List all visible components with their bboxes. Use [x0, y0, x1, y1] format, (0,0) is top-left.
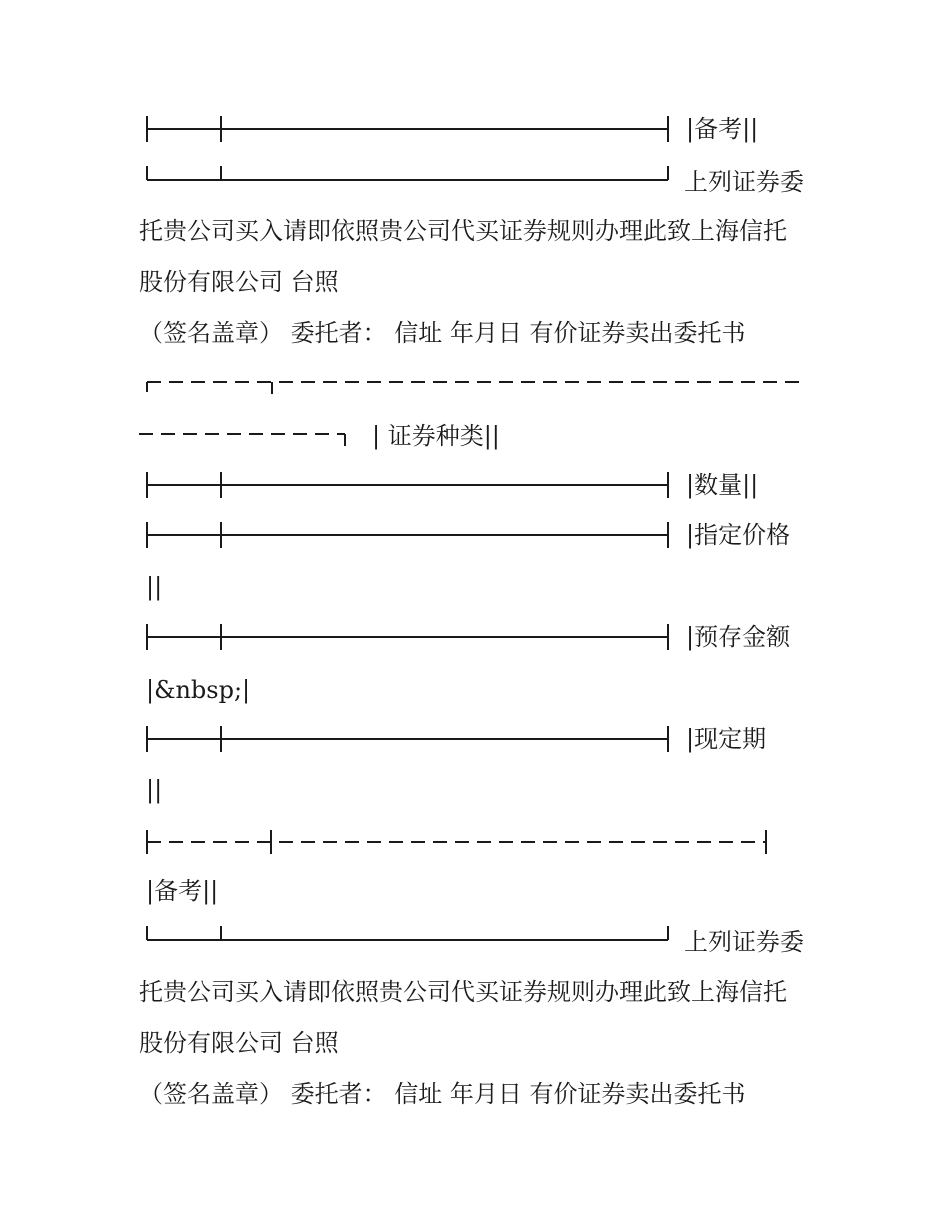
table-bottom-row: [0, 156, 950, 208]
fixed-term-row: [0, 714, 950, 766]
quantity-row: [0, 460, 950, 512]
form-top-border-continued: [0, 420, 400, 460]
table-line: [0, 460, 950, 512]
price-row: [0, 510, 950, 562]
signature-line: （签名盖章） 委托者： 信址 年月日 有价证券卖出委托书: [139, 1080, 746, 1108]
form-top-border: [0, 372, 950, 412]
table-line: [0, 156, 950, 208]
entrust-text: 上列证券委: [684, 928, 804, 956]
company-line: 股份有限公司 台照: [139, 1029, 339, 1057]
deposit-row: [0, 612, 950, 664]
table-line: [0, 714, 950, 766]
nbsp-cell: |&nbsp;|: [146, 676, 251, 704]
specified-price-label: |指定价格: [686, 521, 791, 549]
entrust-text: 上列证券委: [684, 168, 804, 196]
signature-line: （签名盖章） 委托者： 信址 年月日 有价证券卖出委托书: [139, 319, 746, 347]
dashed-separator: [0, 824, 950, 864]
table-line: [0, 510, 950, 562]
entrust-text-continued: 托贵公司买入请即依照贵公司代买证券规则办理此致上海信托: [139, 217, 787, 245]
table-line: [0, 916, 950, 968]
quantity-label: |数量||: [686, 471, 759, 499]
cell-bars: ||: [146, 776, 163, 804]
table-line: [0, 104, 950, 156]
fixed-term-label: |现定期: [686, 725, 767, 753]
entrust-text-continued: 托贵公司买入请即依照贵公司代买证券规则办理此致上海信托: [139, 978, 787, 1006]
company-line: 股份有限公司 台照: [139, 268, 339, 296]
remarks-label: |备考||: [686, 115, 759, 143]
table-line: [0, 612, 950, 664]
cell-bars: ||: [146, 573, 163, 601]
deposit-amount-label: |预存金额: [686, 623, 791, 651]
security-type-label: | 证券种类||: [372, 422, 500, 450]
table-separator-row: [0, 104, 950, 156]
remarks-label: |备考||: [146, 877, 219, 905]
table-bottom-row: [0, 916, 950, 968]
